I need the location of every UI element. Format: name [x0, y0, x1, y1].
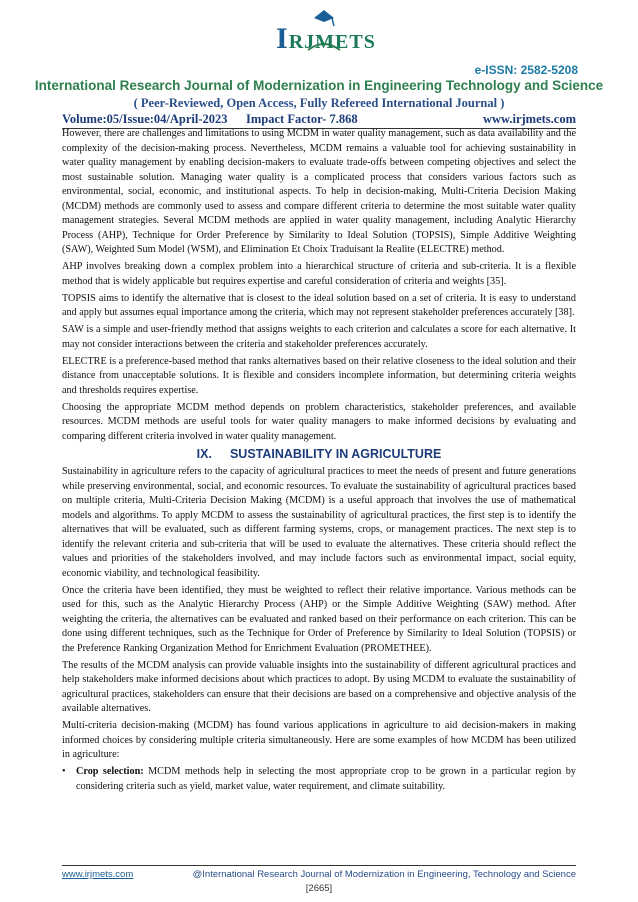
- bullet-label: Crop selection:: [76, 766, 144, 777]
- header-website-link[interactable]: www.irjmets.com: [482, 112, 576, 126]
- footer-website-link[interactable]: www.irjmets.com: [62, 869, 134, 880]
- footer-copyright: @International Research Journal of Modernization in Engineering, Technology and Science: [192, 869, 576, 880]
- journal-title: International Research Journal of Modernization in Engineering Technology and Science: [34, 78, 604, 93]
- bullet-icon: •: [62, 766, 66, 777]
- paragraph: The results of the MCDM analysis can provide valuable insights into the sustainability of different agricultural practices and help stakeholders make informed decisions about which practices to adopt. By using MCDM to evaluate the sustainability of agricultural practices, stakeholders can ensure that their decisions are based on a comprehensive and objective analysis of the available alternatives.: [62, 659, 576, 714]
- impact-factor: Impact Factor- 7.868: [246, 112, 358, 126]
- journal-logo: [258, 8, 382, 56]
- footer-divider: [62, 865, 576, 866]
- paragraph: Multi-criteria decision-making (MCDM) has found various applications in agriculture to aid decision-makers in making informed choices by considering multiple criteria simultaneously. Here are some examples of how MCDM has been utilized in agriculture:: [62, 720, 576, 760]
- section-number: IX.: [196, 446, 212, 461]
- paragraph: AHP involves breaking down a complex problem into a hierarchical structure of criteria and sub-criteria. It is a flexible method that is widely applicable but requires expertise and careful consideration of criteria and weights [35].: [62, 261, 576, 287]
- volume-issue: Volume:05/Issue:04/April-2023: [62, 112, 228, 126]
- paragraph: Choosing the appropriate MCDM method depends on problem characteristics, stakeholder preferences, and available resources. MCDM methods are useful tools for water quality managers to make informed decisions by evaluating and comparing different criteria involved in water quality management.: [62, 401, 576, 442]
- bullet-body: MCDM methods help in selecting the most appropriate crop to be grown in a particular region by considering criteria such as yield, market value, water requirement, and climate suitability.: [76, 766, 576, 792]
- page-number: [2665]: [305, 883, 333, 894]
- issn-label: e-ISSN: 2582-5208: [474, 63, 578, 77]
- section-title: SUSTAINABILITY IN AGRICULTURE: [229, 446, 442, 461]
- paragraph: TOPSIS aims to identify the alternative that is closest to the ideal solution based on a set of criteria. It is easy to understand and apply but assumes equal importance among the criteria, which may not represent stakeholder preferences accurately [38].: [62, 292, 576, 318]
- logo-letter-i: I: [276, 22, 289, 55]
- bullet-item: [62, 765, 576, 794]
- paragraph: However, there are challenges and limitations to using MCDM in water quality management, such as data availability and the complexity of the decision-making process. Nevertheless, MCDM remains a valuable tool for achieving sustainability in water quality management by enabling decision-makers to evaluate trade-offs between competing objectives and select the most sustainable solution. Managing water quality is a complicated process that considers various factors such as environmental, social, economic, and institutional aspects. To help in decision-making, Multi-Criteria Decision Making (MCDM) methods are commonly used to assess and compare different criteria to determine the most suitable water quality management strategies. Several MCDM methods are applied in water quality management, including Analytic Hierarchy Process (AHP), Technique for Order Preference by Similarity to Ideal Solution (TOPSIS), Simple Additive Weighting (SAW), Weighted Sum Model (WSM), and Elimination Et Choix Traduisant la Realite (ELECTRE) method.: [62, 128, 576, 255]
- issue-meta-row: [62, 112, 576, 128]
- logo-wordmark: [276, 22, 376, 56]
- paragraph: Once the criteria have been identified, they must be weighted to reflect their relative importance. Various methods can be used for this, such as the Analytic Hierarchy Process (AHP) or the Simple Additive Weighting (SAW) method. After weighting the criteria, the alternatives can be evaluated and ranked based on their performance on each criterion. This can be done using different techniques, such as the Technique for Order of Preference by Similarity to Ideal Solution (TOPSIS) or the Preference Ranking Organization Method for Enrichment Evaluation (PROMETHEE).: [62, 584, 576, 654]
- paragraph: SAW is a simple and user-friendly method that assigns weights to each criterion and calculates a score for each alternative. It may not consider interactions between the criteria and stakeholder preferences accurately.: [62, 324, 576, 350]
- logo-letters: RJMETS: [288, 31, 376, 53]
- article-body: [62, 127, 576, 794]
- section-heading: [62, 447, 576, 462]
- paragraph: ELECTRE is a preference-based method that ranks alternatives based on their relative closeness to the ideal solution and their distance from unacceptable solutions. It is flexible and considers incomplete information, but determining criteria weights and thresholds requires expertise.: [62, 355, 576, 396]
- bullet-text: [76, 765, 576, 794]
- paragraph: Sustainability in agriculture refers to the capacity of agricultural practices to meet the needs of present and future generations while preserving environmental, social, and economic resources. To evaluate the sustainability of agricultural practices based on multiple criteria, Multi-Criteria Decision Making (MCDM) is a useful approach that involves the use of mathematical models and algorithms. To apply MCDM to assess the sustainability of agricultural practices, the first step is to identify the alternatives that will be evaluated, such as different farming systems, crops, or management practices. The next step is to identify the relevant criteria and sub-criteria that will be used to evaluate the alternatives. These criteria should reflect the values and priorities of the stakeholders involved, and may include factors such as environmental impact, social equity, economic viability, and technological feasibility.: [62, 466, 576, 579]
- peer-review-note: ( Peer-Reviewed, Open Access, Fully Refereed International Journal ): [133, 96, 505, 110]
